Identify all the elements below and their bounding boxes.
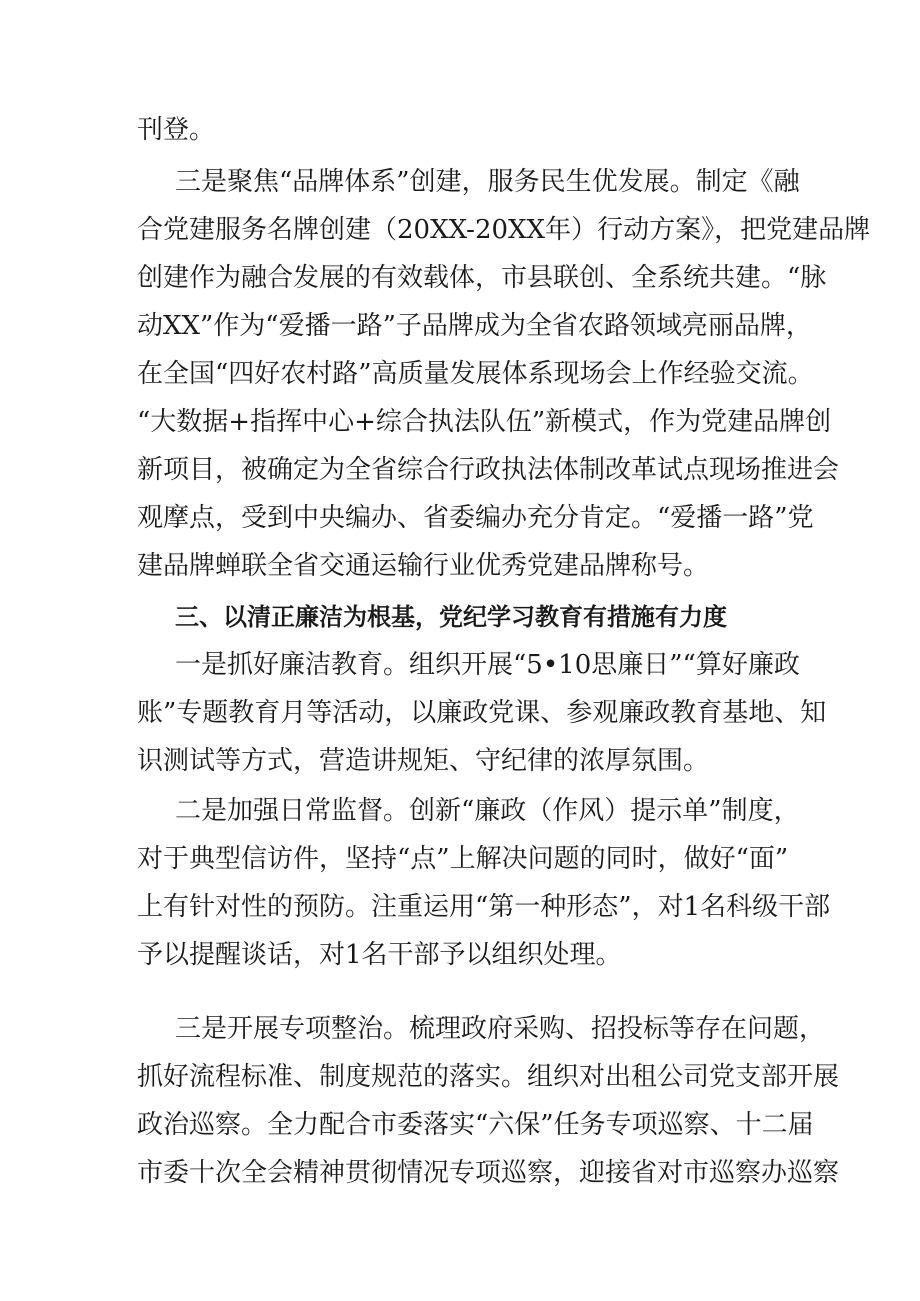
paragraph-line: 二是加强日常监督。创新“廉政（作风）提示单”制度， bbox=[175, 796, 800, 826]
paragraph-line: “大数据+指挥中心+综合执法队伍”新模式，作为党建品牌创 bbox=[137, 407, 832, 437]
paragraph-line: 识测试等方式，营造讲规矩、守纪律的浓厚氛围。 bbox=[137, 746, 710, 776]
paragraph-line: 政治巡察。全力配合市委落实“六保”任务专项巡察、十二届 bbox=[137, 1110, 814, 1140]
paragraph-line: 三是开展专项整治。梳理政府采购、招投标等存在问题， bbox=[175, 1014, 826, 1044]
paragraph-line: 抓好流程标准、制度规范的落实。组织对出租公司党支部开展 bbox=[137, 1062, 840, 1092]
paragraph-line: 市委十次全会精神贯彻情况专项巡察，迎接省对市巡察办巡察 bbox=[137, 1158, 840, 1188]
paragraph-line: 动XX”作为“爱播一路”子品牌成为全省农路领域亮丽品牌， bbox=[137, 311, 812, 341]
paragraph-line: 在全国“四好农村路”高质量发展体系现场会上作经验交流。 bbox=[137, 359, 814, 389]
paragraph-line: 创建作为融合发展的有效载体，市县联创、全系统共建。“脉 bbox=[137, 263, 827, 293]
section-heading: 三、以清正廉洁为根基，党纪学习教育有措施有力度 bbox=[175, 603, 727, 631]
paragraph-line: 上有针对性的预防。注重运用“第一种形态”，对1名科级干部 bbox=[137, 892, 831, 922]
paragraph-line: 合党建服务名牌创建（20XX-20XX年）行动方案》，把党建品牌 bbox=[137, 215, 871, 245]
continuation-line: 刊登。 bbox=[137, 115, 216, 145]
paragraph-line: 新项目，被确定为全省综合行政执法体制改革试点现场推进会 bbox=[137, 455, 840, 485]
paragraph-line: 三是聚焦“品牌体系”创建，服务民生优发展。制定《融 bbox=[175, 167, 800, 197]
paragraph-line: 账”专题教育月等活动，以廉政党课、参观廉政教育基地、知 bbox=[137, 698, 827, 728]
paragraph-line: 观摩点，受到中央编办、省委编办充分肯定。“爱播一路”党 bbox=[137, 503, 814, 533]
paragraph-line: 对于典型信访件，坚持“点”上解决问题的同时，做好“面” bbox=[137, 844, 789, 874]
paragraph-line: 建品牌蝉联全省交通运输行业优秀党建品牌称号。 bbox=[137, 551, 710, 581]
paragraph-line: 一是抓好廉洁教育。组织开展“5•10思廉日”“算好廉政 bbox=[175, 650, 800, 680]
paragraph-line: 予以提醒谈话，对1名干部予以组织处理。 bbox=[137, 940, 622, 970]
